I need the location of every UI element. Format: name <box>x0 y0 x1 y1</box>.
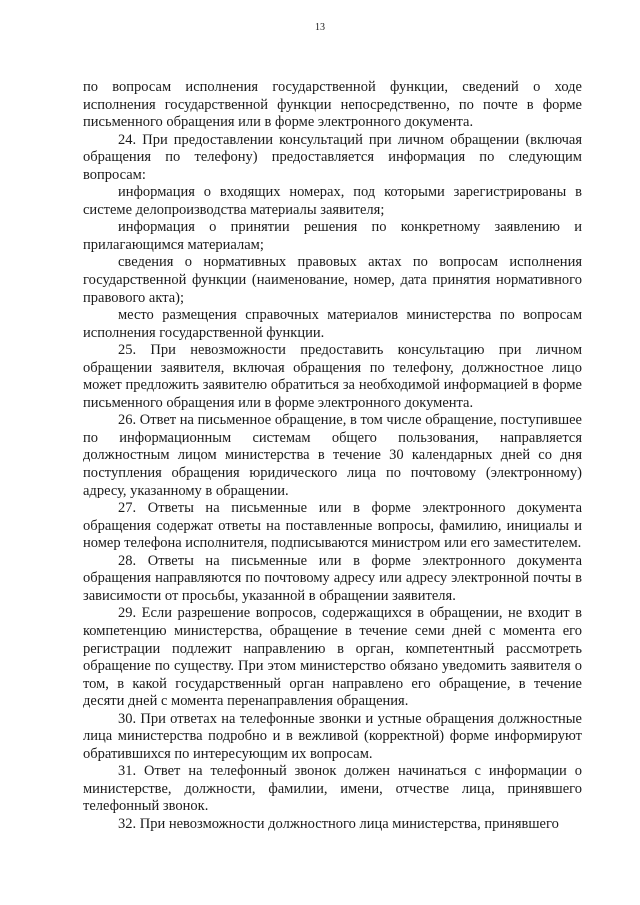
paragraph-28: 28. Ответы на письменные или в форме электронного документа обращения направляются по почтовому адресу или адресу электронной почты в зависимости от просьбы, указанной в обращении заявителя. <box>83 552 582 604</box>
paragraph-25: 25. При невозможности предоставить консультацию при личном обращении заявителя, включая обращения по телефону, должностное лицо может предложить заявителю обратиться за необходимой информацией в форме письменного обращения или в форме электронного документа. <box>83 342 582 411</box>
paragraph-24: 24. При предоставлении консультаций при личном обращении (включая обращения по телефону) предоставляется информация по следующим вопросам: <box>83 131 582 183</box>
paragraph-24-item-legal-acts: сведения о нормативных правовых актах по вопросам исполнения государственной функции (наименование, номер, дата принятия нормативного правового акта); <box>83 254 582 306</box>
page-number: 13 <box>315 22 325 33</box>
paragraph-24-item-reference-materials: место размещения справочных материалов министерства по вопросам исполнения государственной функции. <box>83 307 582 341</box>
paragraph-29: 29. Если разрешение вопросов, содержащихся в обращении, не входит в компетенцию министерства, обращение в течение семи дней с момента его регистрации подлежит направлению в орган, компетентный рассмотреть обращение по существу. При этом министерство обязано уведомить заявителя о том, в какой государственный орган направлено его обращение, в течение десяти дней с момента перенаправления обращения. <box>83 605 582 710</box>
paragraph-30: 30. При ответах на телефонные звонки и устные обращения должностные лица министерства подробно и в вежливой (корректной) форме информируют обратившихся по интересующим их вопросам. <box>83 710 582 762</box>
paragraph-26: 26. Ответ на письменное обращение, в том числе обращение, поступившее по информационным системам общего пользования, направляется должностным лицом министерства в течение 30 календарных дней со дня поступления обращения юридического лица по почтовому (электронному) адресу, указанному в обращении. <box>83 412 582 499</box>
paragraph-27: 27. Ответы на письменные или в форме электронного документа обращения содержат ответы на поставленные вопросы, фамилию, инициалы и номер телефона исполнителя, подписываются министром или его заместителем. <box>83 500 582 552</box>
paragraph-31: 31. Ответ на телефонный звонок должен начинаться с информации о министерстве, должности, фамилии, имени, отчестве лица, принявшего телефонный звонок. <box>83 763 582 815</box>
paragraph-24-item-incoming-numbers: информация о входящих номерах, под которыми зарегистрированы в системе делопроизводства материалы заявителя; <box>83 184 582 218</box>
paragraph-continuation: по вопросам исполнения государственной функции, сведений о ходе исполнения государственной функции непосредственно, по почте в форме письменного обращения или в форме электронного документа. <box>83 79 582 131</box>
document-body <box>83 79 582 834</box>
paragraph-24-item-decision: информация о принятии решения по конкретному заявлению и прилагающимся материалам; <box>83 219 582 253</box>
paragraph-32: 32. При невозможности должностного лица министерства, принявшего <box>118 815 559 832</box>
